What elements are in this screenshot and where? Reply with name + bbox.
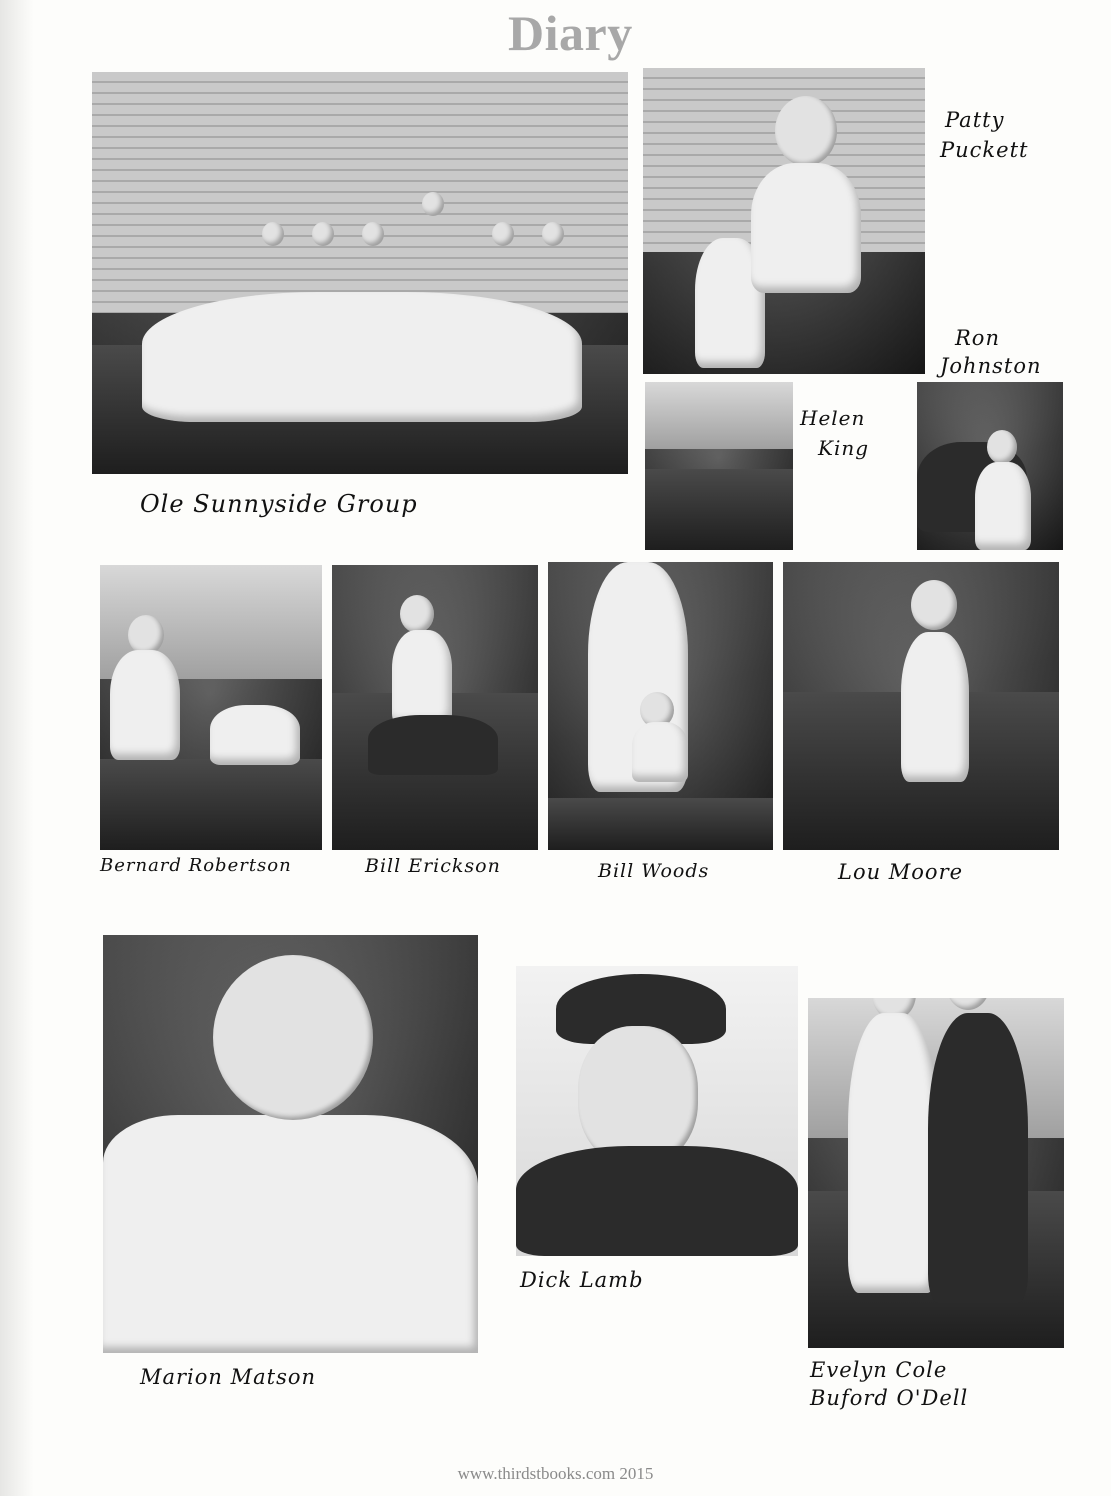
photo-bill-erickson [332,565,538,850]
caption-couple-line2: Buford O'Dell [810,1386,969,1410]
photo-sunnyside-group [92,72,628,474]
man-head [987,430,1017,464]
photo-dick-lamb [516,966,798,1256]
photo-lou-moore [783,562,1059,850]
caption-lou-moore: Lou Moore [838,860,964,884]
photo-bernard-robertson [100,565,322,850]
caption-marion-matson: Marion Matson [140,1365,317,1389]
child-figure [392,630,452,725]
caption-ron-line2: Johnston [940,354,1042,378]
child-head [262,222,284,246]
child-head [312,222,334,246]
children-row [142,292,582,422]
woman-dress [848,1013,938,1293]
photo-lake [645,382,793,550]
page-binding-shadow [0,0,34,1496]
photo-bill-woods [548,562,773,850]
face [578,1026,698,1166]
page-title: Diary [508,5,633,61]
child-head [362,222,384,246]
caption-couple-line1: Evelyn Cole [810,1358,948,1382]
porch-floor [548,798,773,850]
photo-evelyn-buford [808,998,1064,1348]
caption-bernard-robertson: Bernard Robertson [100,855,292,876]
child-head [911,580,957,630]
caption-bill-woods: Bill Woods [598,860,710,882]
caption-patty-line1: Patty [945,108,1005,132]
baby-blanket [103,1115,478,1353]
baby-figure [632,722,688,782]
child-figure [751,163,861,293]
child-head [775,96,837,166]
baby-head [213,955,373,1120]
caption-lake-line2: King [818,436,870,460]
child-figure [110,650,180,760]
caption-patty-line2: Puckett [940,138,1029,162]
caption-dick-lamb: Dick Lamb [520,1268,644,1292]
caption-bill-erickson: Bill Erickson [365,855,501,877]
lake-water [645,469,793,550]
child-head [400,595,434,633]
child-head [492,222,514,246]
child-head [422,192,444,216]
dog-figure [210,705,300,765]
man-figure [975,462,1031,550]
caption-ron-line1: Ron [955,326,1000,350]
caption-lake-line1: Helen [800,406,866,430]
child-head [542,222,564,246]
photo-marion-matson [103,935,478,1353]
grass [100,759,322,850]
man-figure [928,1013,1028,1303]
caption-sunnyside-group: Ole Sunnyside Group [140,490,418,518]
house-wall [92,72,628,313]
wagon [368,715,498,775]
child-head [128,615,164,655]
uniform [516,1146,798,1256]
lake-sky [645,382,793,449]
child-figure [901,632,969,782]
photo-patty-puckett [643,68,925,374]
footer-watermark: www.thirdstbooks.com 2015 [457,1464,654,1483]
photo-ron-johnston [917,382,1063,550]
